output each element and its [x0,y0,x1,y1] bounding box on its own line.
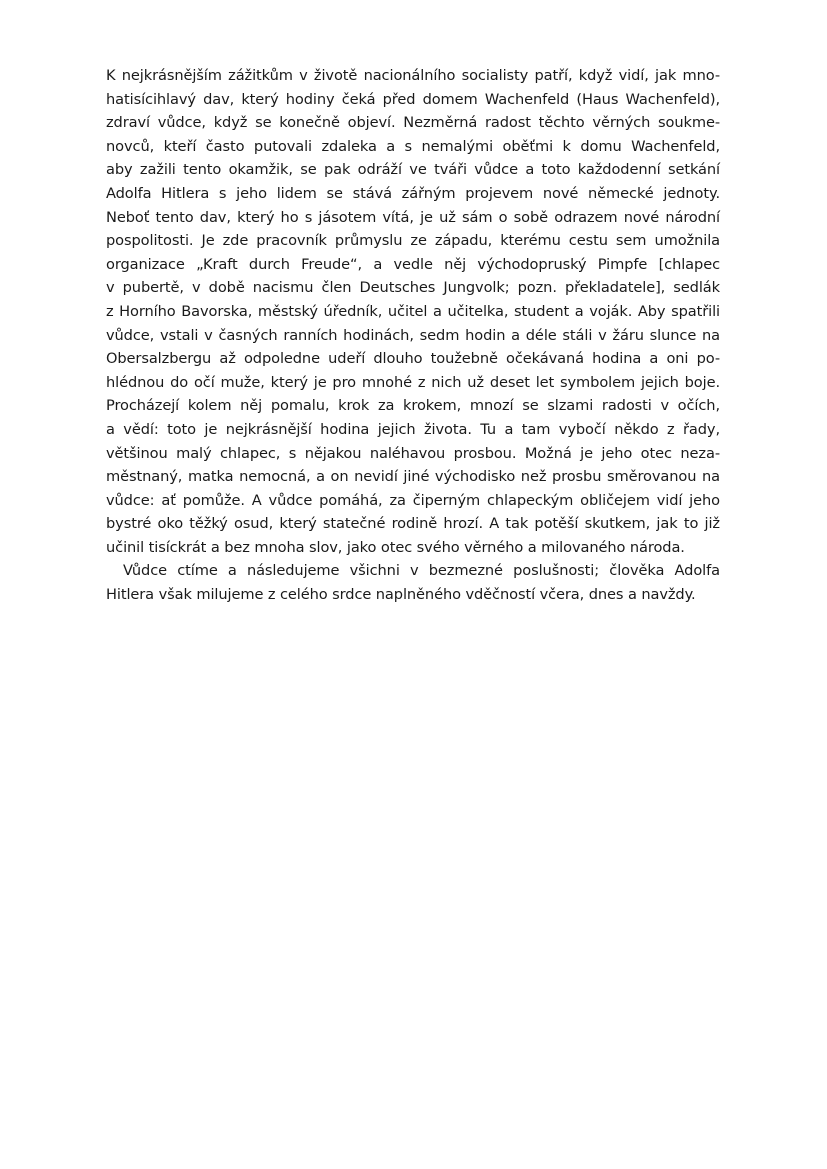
text-line: a vědí: toto je nejkrásnější hodina jejich života. Tu a tam vybočí někdo z řady, [106,420,720,438]
text-line: Obersalzbergu až odpoledne udeří dlouho toužebně očekávaná hodina a oni po- [106,350,720,368]
text-line: novců, kteří často putovali zdaleka a s nemalými oběťmi k domu Wachenfeld, [106,137,720,155]
text-line: z Horního Bavorska, městský úředník, učitel a učitelka, student a voják. Aby spatřili [106,302,720,320]
text-line: Vůdce ctíme a následujeme všichni v bezmezné poslušnosti; člověka Adolfa [123,562,720,580]
text-line: hatisícihlavý dav, který hodiny čeká před domem Wachenfeld (Haus Wachenfeld), [106,90,720,108]
text-line: vůdce, vstali v časných ranních hodinách, sedm hodin a déle stáli v žáru slunce na [106,326,720,344]
text-line: vůdce: ať pomůže. A vůdce pomáhá, za čiperným chlapeckým obličejem vidí jeho [106,491,720,509]
text-line: zdraví vůdce, když se konečně objeví. Nezměrná radost těchto věrných soukme- [106,114,720,132]
text-line: většinou malý chlapec, s nějakou naléhavou prosbou. Možná je jeho otec neza- [106,444,720,462]
text-line: v pubertě, v době nacismu člen Deutsches Jungvolk; pozn. překladatele], sedlák [106,279,720,297]
text-line: Neboť tento dav, který ho s jásotem vítá, je už sám o sobě odrazem nové národní [106,208,720,226]
text-line: aby zažili tento okamžik, se pak odráží ve tváři vůdce a toto každodenní setkání [106,161,720,179]
text-line: K nejkrásnějším zážitkům v životě nacionálního socialisty patří, když vidí, jak mno- [106,67,720,84]
paragraph [106,64,720,559]
text-line: bystré oko těžký osud, který statečné rodině hrozí. A tak potěší skutkem, jak to již [106,515,720,533]
paragraph [106,559,720,606]
text-line: hlédnou do očí muže, který je pro mnohé z nich už deset let symbolem jejich boje. [106,373,720,391]
text-line: organizace „Kraft durch Freude“, a vedle něj východopruský Pimpfe [chlapec [106,255,720,273]
text-line: Procházejí kolem něj pomalu, krok za krokem, mnozí se slzami radosti v očích, [106,397,720,415]
text-line: městnaný, matka nemocná, a on nevidí jiné východisko než prosbu směrovanou na [106,468,720,486]
text-line: pospolitosti. Je zde pracovník průmyslu ze západu, kterému cestu sem umožnila [106,232,720,250]
text-line: Adolfa Hitlera s jeho lidem se stává zářným projevem nové německé jednoty. [106,184,720,202]
text-line: učinil tisíckrát a bez mnoha slov, jako otec svého věrného a milovaného národa. [106,538,685,556]
text-line: Hitlera však milujeme z celého srdce naplněného vděčností včera, dnes a navždy. [106,586,696,604]
body-text [106,64,720,607]
